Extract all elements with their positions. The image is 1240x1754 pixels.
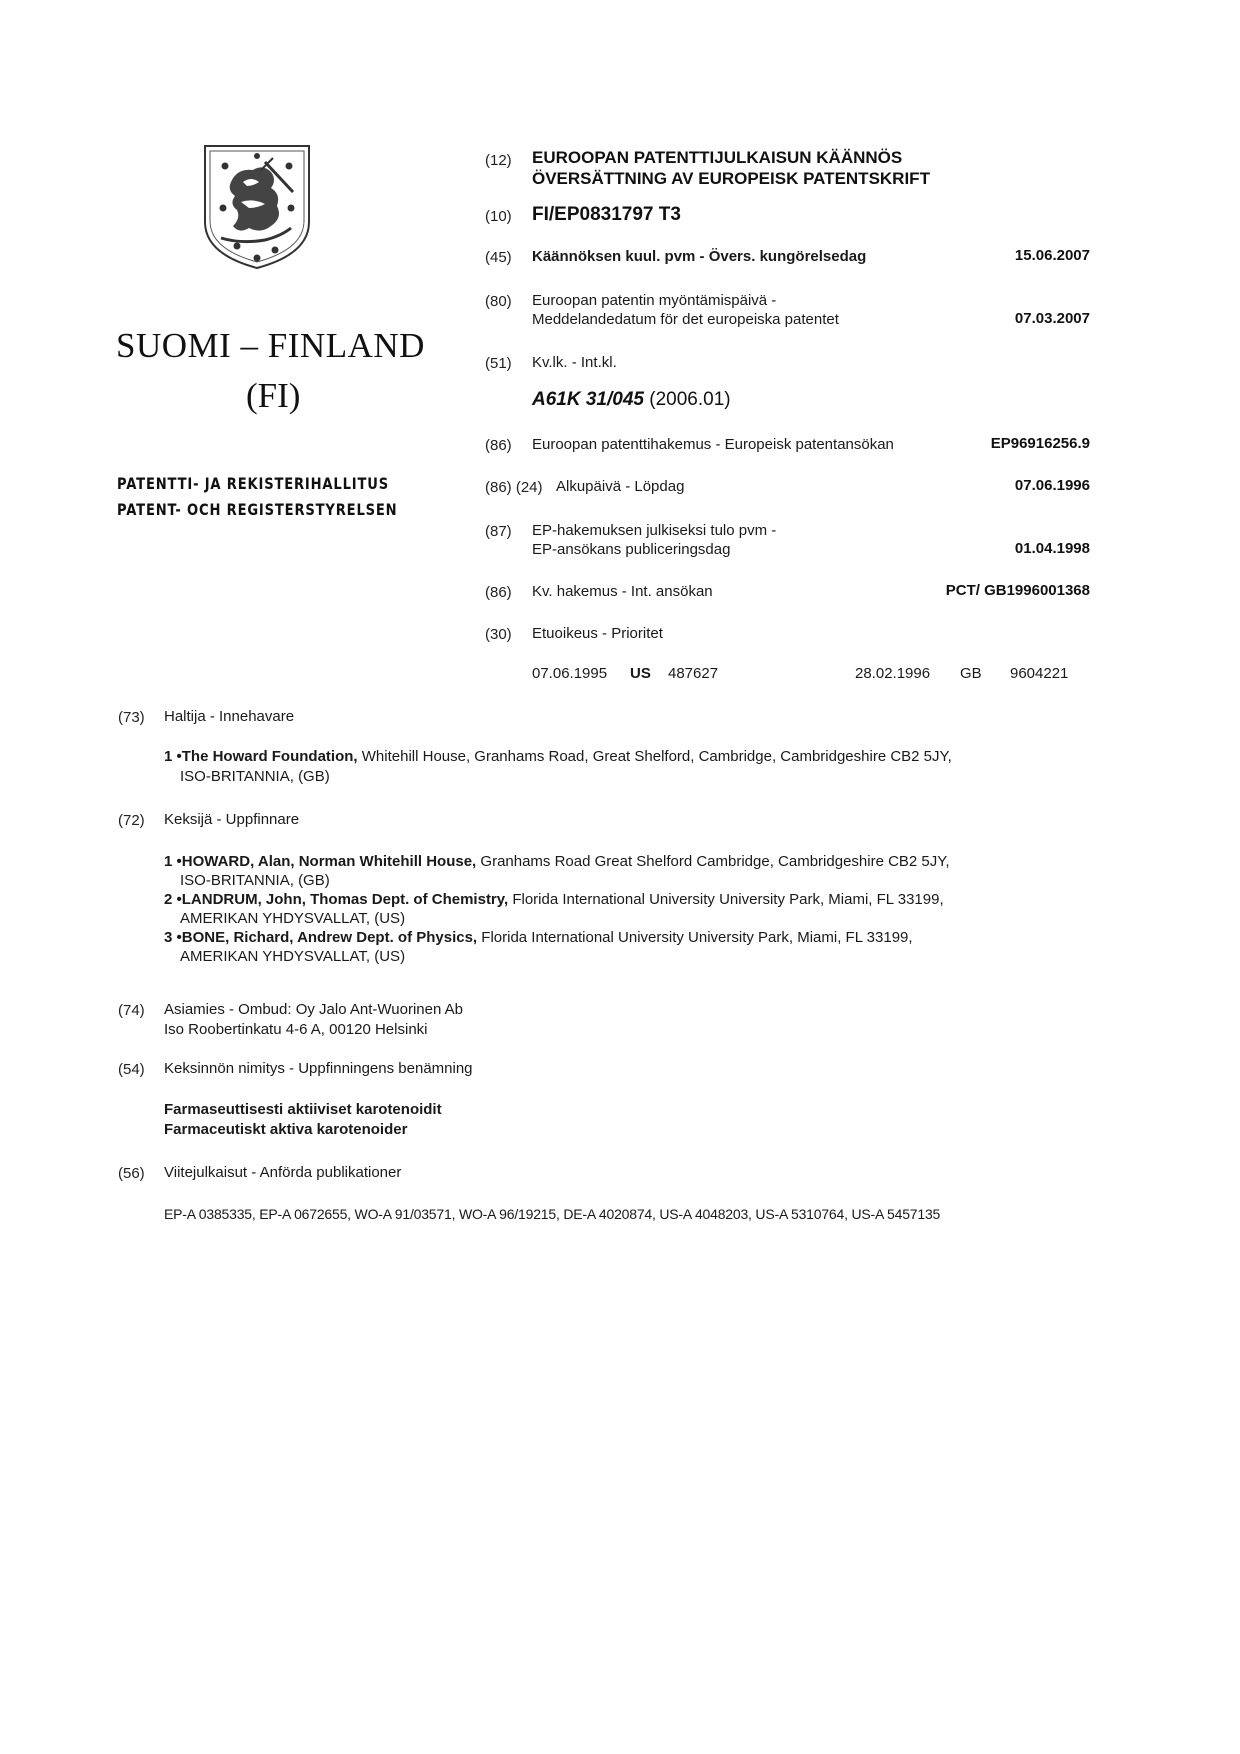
field-code-10: (10) [485,208,512,225]
inventor-entry [164,852,1104,890]
invention-title-label: Keksinnön nimitys - Uppfinningens benämning [164,1060,473,1077]
field-code-51: (51) [485,355,512,372]
inventors-label: Keksijä - Uppfinnare [164,811,300,828]
field-code-86-pct: (86) [485,584,512,601]
inventor-entry-num: 1 [164,853,173,870]
country-code: (FI) [246,376,301,415]
holder-entry-num: 1 [164,748,173,765]
publication-number: FI/EP0831797 T3 [532,204,681,225]
inventor-entry-address: Granhams Road Great Shelford Cambridge, Cambridgeshire CB2 5JY, [476,853,950,870]
priority-2-number: 9604221 [1010,665,1069,682]
priority-1-number: 487627 [668,665,719,682]
field-code-54: (54) [118,1061,145,1078]
lion-shield-icon [201,142,313,272]
int-class-year: (2006.01) [649,389,731,410]
grant-date-label-line2: Meddelandedatum för det europeiska patentet [532,311,839,328]
ep-publication-value: 01.04.1998 [1014,540,1090,557]
field-code-73: (73) [118,709,145,726]
holder-label: Haltija - Innehavare [164,708,295,725]
field-code-80: (80) [485,293,512,310]
filing-date-value: 07.06.1996 [1014,477,1090,494]
agent-line1: Asiamies - Ombud: Oy Jalo Ant-Wuorinen Ab [164,1001,464,1018]
priority-1-date: 07.06.1995 [532,665,608,682]
ep-publication-label-line2: EP-ansökans publiceringsdag [532,541,731,558]
translation-publication-date-label: Käännöksen kuul. pvm - Övers. kungörelsedag [532,248,867,265]
grant-date-value: 07.03.2007 [1014,310,1090,327]
grant-date-label-line1: Euroopan patentin myöntämispäivä - [532,292,777,309]
country-name: SUOMI – FINLAND [116,326,425,365]
invention-title-swedish: Farmaceutiskt aktiva karotenoider [164,1121,408,1138]
field-code-56: (56) [118,1165,145,1182]
int-class-value [532,389,731,411]
inventor-entry-name: •LANDRUM, John, Thomas Dept. of Chemistry, [176,891,509,908]
field-code-86-24: (86) (24) [485,479,543,496]
priority-label: Etuoikeus - Prioritet [532,625,663,642]
field-code-74: (74) [118,1002,145,1019]
field-code-86-ep: (86) [485,437,512,454]
document-title-finnish: EUROOPAN PATENTTIJULKAISUN KÄÄNNÖS [532,148,903,167]
invention-title-finnish: Farmaseuttisesti aktiiviset karotenoidit [164,1101,442,1118]
ep-application-label: Euroopan patenttihakemus - Europeisk patentansökan [532,436,894,453]
ep-publication-label-line1: EP-hakemuksen julkiseksi tulo pvm - [532,522,777,539]
inventor-entry-name: •HOWARD, Alan, Norman Whitehill House, [176,853,477,870]
citations-list: EP-A 0385335, EP-A 0672655, WO-A 91/03571, WO-A 96/19215, DE-A 4020874, US-A 4048203, US-A 5310764, US-A 5457135 [164,1206,941,1222]
document-title-swedish: ÖVERSÄTTNING AV EUROPEISK PATENTSKRIFT [532,169,930,188]
ep-application-value: EP96916256.9 [990,435,1090,452]
inventor-entry-num: 3 [164,929,173,946]
holder-entry [164,747,1104,787]
int-class-main: A61K 31/045 [532,389,644,410]
inventor-entry [164,928,1104,966]
field-code-72: (72) [118,812,145,829]
priority-1-country: US [630,665,651,682]
citations-label: Viitejulkaisut - Anförda publikationer [164,1164,402,1181]
field-code-12: (12) [485,152,512,169]
inventor-entry [164,890,1104,928]
translation-publication-date-value: 15.06.2007 [1014,247,1090,264]
field-code-45: (45) [485,249,512,266]
priority-2-country: GB [960,665,982,682]
inventor-entry-num: 2 [164,891,173,908]
holder-entry-address: Whitehill House, Granhams Road, Great Shelford, Cambridge, Cambridgeshire CB2 5JY, [357,748,952,765]
holder-entry-country: ISO-BRITANNIA, (GB) [180,768,330,785]
priority-2-date: 28.02.1996 [855,665,931,682]
int-application-value: PCT/ GB1996001368 [945,582,1090,599]
holder-entry-name: •The Howard Foundation, [176,748,358,765]
agency-name-swedish: PATENT- OCH REGISTERSTYRELSEN [117,500,398,519]
inventor-entry-country: ISO-BRITANNIA, (GB) [180,872,330,889]
filing-date-label: Alkupäivä - Löpdag [556,478,685,495]
field-code-30: (30) [485,626,512,643]
inventor-entry-country: AMERIKAN YHDYSVALLAT, (US) [180,910,406,927]
agency-name-finnish: PATENTTI- JA REKISTERIHALLITUS [117,474,389,493]
field-code-87: (87) [485,523,512,540]
int-application-label: Kv. hakemus - Int. ansökan [532,583,713,600]
inventor-entry-address: Florida International University University Park, Miami, FL 33199, [477,929,913,946]
coat-of-arms-emblem [201,142,313,272]
inventor-entry-address: Florida International University University Park, Miami, FL 33199, [508,891,944,908]
int-class-label: Kv.lk. - Int.kl. [532,354,617,371]
inventor-entry-name: •BONE, Richard, Andrew Dept. of Physics, [176,929,478,946]
agent-line2: Iso Roobertinkatu 4-6 A, 00120 Helsinki [164,1021,428,1038]
inventor-entry-country: AMERIKAN YHDYSVALLAT, (US) [180,948,406,965]
